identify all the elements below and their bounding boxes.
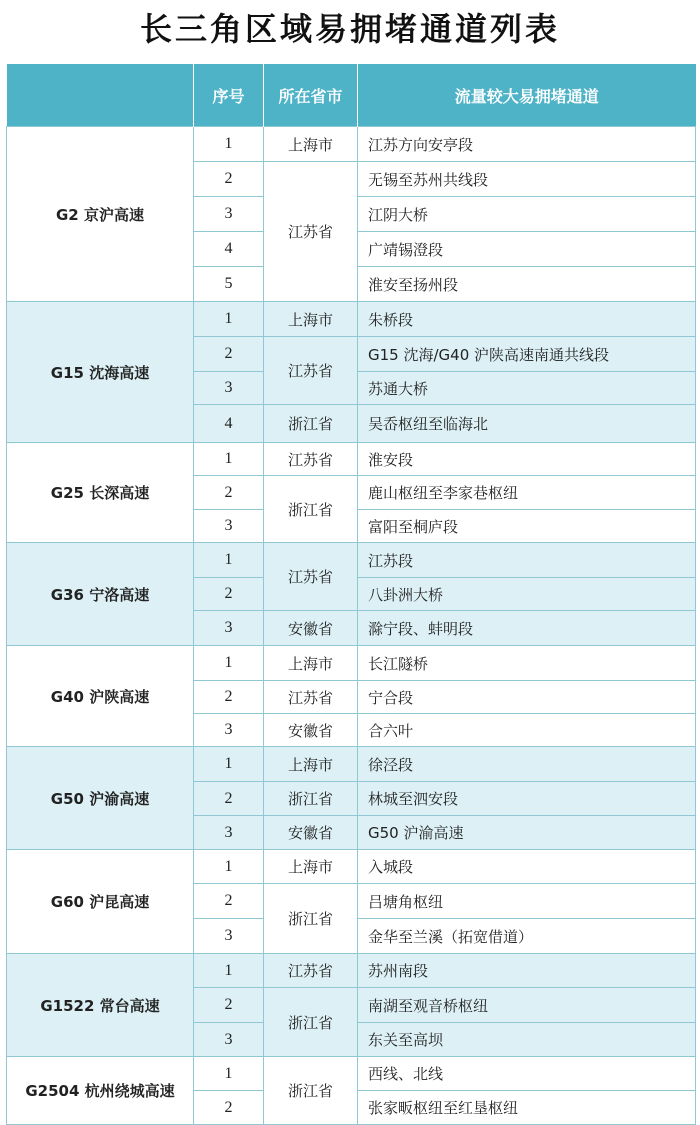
province-cell: 浙江省 (264, 476, 358, 543)
row-number: 1 (194, 747, 264, 782)
province-cell: 浙江省 (264, 405, 358, 443)
row-number: 1 (194, 646, 264, 681)
row-number: 2 (194, 988, 264, 1023)
row-number: 3 (194, 611, 264, 646)
province-cell: 江苏省 (264, 681, 358, 714)
province-cell: 浙江省 (264, 1057, 358, 1125)
highway-group (7, 127, 696, 302)
province-cell: 上海市 (264, 747, 358, 782)
highway-group (7, 747, 696, 850)
row-number: 1 (194, 443, 264, 476)
table-row (7, 543, 696, 578)
province-cell: 浙江省 (264, 988, 358, 1057)
section-cell: 宁合段 (358, 681, 696, 714)
highway-name: G36 宁洛高速 (7, 543, 194, 646)
province-cell: 上海市 (264, 302, 358, 337)
row-number: 3 (194, 816, 264, 850)
highway-name: G2504 杭州绕城高速 (7, 1057, 194, 1125)
province-cell: 浙江省 (264, 782, 358, 816)
section-cell: 淮安段 (358, 443, 696, 476)
row-number: 2 (194, 884, 264, 919)
row-number: 3 (194, 714, 264, 747)
section-cell: 长江隧桥 (358, 646, 696, 681)
section-cell: 江阴大桥 (358, 197, 696, 232)
section-cell: 徐泾段 (358, 747, 696, 782)
section-cell: G50 沪渝高速 (358, 816, 696, 850)
section-cell: 吴岙枢纽至临海北 (358, 405, 696, 443)
table-row (7, 954, 696, 988)
province-cell: 上海市 (264, 646, 358, 681)
highway-group (7, 443, 696, 543)
page-title: 长三角区域易拥堵通道列表 (139, 10, 560, 48)
row-number: 1 (194, 1057, 264, 1091)
section-cell: 鹿山枢纽至李家巷枢纽 (358, 476, 696, 510)
highway-group (7, 1057, 696, 1125)
highway-group (7, 646, 696, 747)
row-number: 4 (194, 232, 264, 267)
section-cell: 金华至兰溪（拓宽借道） (358, 919, 696, 954)
row-number: 5 (194, 267, 264, 302)
highway-name: G60 沪昆高速 (7, 850, 194, 954)
congestion-table (6, 64, 696, 1125)
section-cell: 富阳至桐庐段 (358, 510, 696, 543)
row-number: 2 (194, 162, 264, 197)
section-cell: 苏通大桥 (358, 372, 696, 405)
row-number: 2 (194, 476, 264, 510)
province-cell: 江苏省 (264, 443, 358, 476)
section-cell: 苏州南段 (358, 954, 696, 988)
row-number: 3 (194, 197, 264, 232)
province-cell: 上海市 (264, 127, 358, 162)
section-cell: 江苏方向安亭段 (358, 127, 696, 162)
row-number: 1 (194, 127, 264, 162)
header-highway (7, 64, 194, 127)
highway-name: G25 长深高速 (7, 443, 194, 543)
header-section: 流量较大易拥堵通道 (358, 64, 696, 127)
header-province: 所在省市 (264, 64, 358, 127)
highway-name: G15 沈海高速 (7, 302, 194, 443)
highway-group (7, 543, 696, 646)
section-cell: 西线、北线 (358, 1057, 696, 1091)
section-cell: 吕塘角枢纽 (358, 884, 696, 919)
province-cell: 安徽省 (264, 611, 358, 646)
section-cell: 八卦洲大桥 (358, 578, 696, 611)
table-row (7, 850, 696, 884)
row-number: 4 (194, 405, 264, 443)
section-cell: 林城至泗安段 (358, 782, 696, 816)
section-cell: 南湖至观音桥枢纽 (358, 988, 696, 1023)
row-number: 3 (194, 919, 264, 954)
section-cell: 广靖锡澄段 (358, 232, 696, 267)
province-cell: 江苏省 (264, 337, 358, 405)
province-cell: 安徽省 (264, 816, 358, 850)
highway-name: G1522 常台高速 (7, 954, 194, 1057)
section-cell: 张家畈枢纽至红垦枢纽 (358, 1091, 696, 1125)
row-number: 2 (194, 681, 264, 714)
highway-name: G50 沪渝高速 (7, 747, 194, 850)
section-cell: 淮安至扬州段 (358, 267, 696, 302)
table-header (7, 64, 696, 127)
section-cell: 江苏段 (358, 543, 696, 578)
row-number: 1 (194, 543, 264, 578)
row-number: 3 (194, 372, 264, 405)
table-row (7, 302, 696, 337)
table-row (7, 1057, 696, 1091)
highway-name: G40 沪陕高速 (7, 646, 194, 747)
province-cell: 浙江省 (264, 884, 358, 954)
row-number: 1 (194, 850, 264, 884)
highway-group (7, 850, 696, 954)
province-cell: 江苏省 (264, 162, 358, 302)
row-number: 3 (194, 510, 264, 543)
row-number: 1 (194, 302, 264, 337)
section-cell: 入城段 (358, 850, 696, 884)
row-number: 3 (194, 1023, 264, 1057)
province-cell: 安徽省 (264, 714, 358, 747)
row-number: 2 (194, 578, 264, 611)
section-cell: 朱桥段 (358, 302, 696, 337)
row-number: 2 (194, 1091, 264, 1125)
row-number: 2 (194, 337, 264, 372)
province-cell: 江苏省 (264, 954, 358, 988)
table-row (7, 127, 696, 162)
highway-name: G2 京沪高速 (7, 127, 194, 302)
row-number: 2 (194, 782, 264, 816)
highway-group (7, 954, 696, 1057)
section-cell: G15 沈海/G40 沪陕高速南通共线段 (358, 337, 696, 372)
province-cell: 江苏省 (264, 543, 358, 611)
header-seq: 序号 (194, 64, 264, 127)
section-cell: 滁宁段、蚌明段 (358, 611, 696, 646)
section-cell: 合六叶 (358, 714, 696, 747)
table-row (7, 747, 696, 782)
highway-group (7, 302, 696, 443)
table-row (7, 443, 696, 476)
section-cell: 无锡至苏州共线段 (358, 162, 696, 197)
province-cell: 上海市 (264, 850, 358, 884)
section-cell: 东关至高坝 (358, 1023, 696, 1057)
table-row (7, 646, 696, 681)
row-number: 1 (194, 954, 264, 988)
